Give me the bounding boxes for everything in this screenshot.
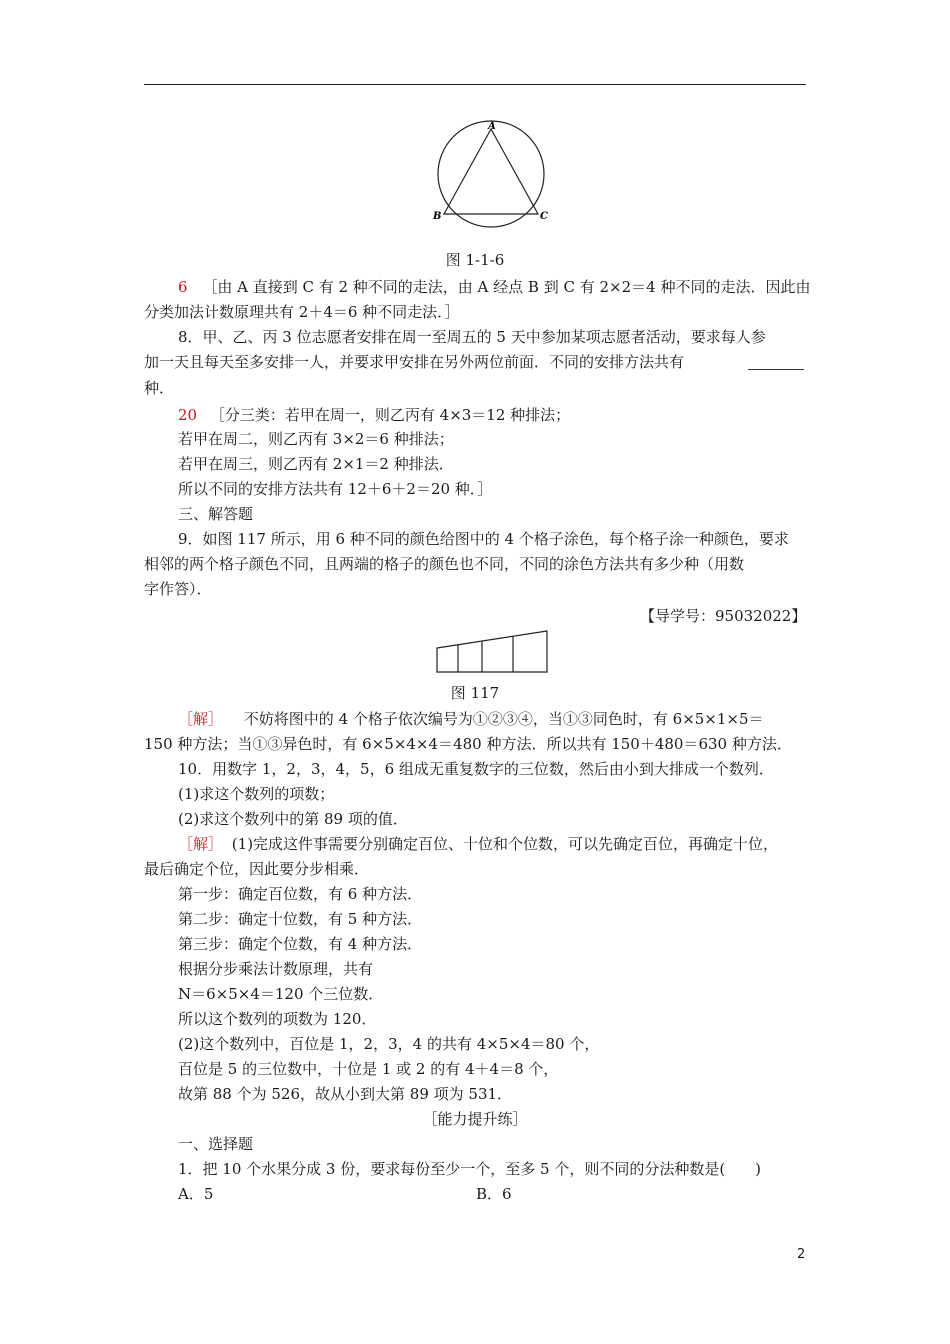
q7-answer-line-1 <box>178 277 810 297</box>
q10-sol-2: 最后确定个位，因此要分步相乘． <box>144 860 370 878</box>
q8-line-3: 种． <box>144 379 175 397</box>
q1-option-b: B．6 <box>476 1185 512 1203</box>
q9-solution-line-1 <box>178 709 764 729</box>
q9-guide-number: 【导学号：95032022】 <box>640 607 807 625</box>
label-c: C <box>540 211 548 222</box>
figure-caption-1-1-6: 图 1-1-6 <box>445 251 505 269</box>
label-b: B <box>433 211 442 222</box>
header-rule <box>144 84 806 85</box>
section-3-title: 三、解答题 <box>178 505 254 523</box>
q10-sol-3: 根据分步乘法计数原理，共有 <box>178 960 374 978</box>
circle-triangle-figure <box>430 118 560 230</box>
q8-sol-3: 若甲在周三，则乙丙有 2×1＝2 种排法． <box>178 455 454 473</box>
q1-line-1: 1．把 10 个水果分成 3 份，要求每份至少一个，至多 5 个，则不同的分法种数是( ) <box>178 1160 762 1178</box>
section-1-title: 一、选择题 <box>178 1135 254 1153</box>
q7-answer: 6 <box>178 278 188 296</box>
q9-line-3: 字作答）． <box>144 580 212 598</box>
q10-sol-6: (2)这个数列中，百位是 1，2，3，4 的共有 4×5×4＝80 个， <box>178 1035 600 1053</box>
figure-caption-117: 图 117 <box>450 684 500 702</box>
label-a: A <box>488 121 496 132</box>
q9-line-2: 相邻的两个格子颜色不同，且两端的格子的颜色也不同，不同的涂色方法共有多少种（用数 <box>144 555 745 573</box>
q10-step-1: 第一步：确定百位数，有 6 种方法． <box>178 885 423 903</box>
q10-sol-tag: ［解］ <box>178 835 224 853</box>
q8-solution-line-1 <box>178 405 570 425</box>
q7-explain-1: ［由 A 直接到 C 有 2 种不同的走法，由 A 经点 B 到 C 有 2×2＝4 种不同的走法．因此由 <box>202 278 811 296</box>
q9-sol-1: 不妨将图中的 4 个格子依次编号为①②③④，当①③同色时，有 6×5×1×5＝ <box>243 710 764 728</box>
q8-sol-2: 若甲在周二，则乙丙有 3×2＝6 种排法； <box>178 430 454 448</box>
q10-step-2: 第二步：确定十位数，有 5 种方法． <box>178 910 423 928</box>
q7-explain-2: 分类加法计数原理共有 2＋4＝6 种不同走法．］ <box>144 303 460 321</box>
q1-option-a: A．5 <box>178 1185 214 1203</box>
q10-step-3: 第三步：确定个位数，有 4 种方法． <box>178 935 423 953</box>
q9-sol-tag: ［解］ <box>178 710 224 728</box>
page-number: 2 <box>797 1247 806 1262</box>
q8-sol-1: ［分三类：若甲在周一，则乙丙有 4×3＝12 种排法； <box>209 406 571 424</box>
q9-sol-2: 150 种方法；当①③异色时，有 6×5×4×4＝480 种方法．所以共有 150＋480＝630 种方法． <box>144 735 792 753</box>
q8-line-1: 8．甲、乙、丙 3 位志愿者安排在周一至周五的 5 天中参加某项志愿者活动，要求每人参 <box>178 328 766 346</box>
four-cell-figure <box>434 628 550 674</box>
q10-sub-1: (1)求这个数列的项数； <box>178 785 335 803</box>
q8-sol-4: 所以不同的安排方法共有 12＋6＋2＝20 种．］ <box>178 480 493 498</box>
q8-answer: 20 <box>178 406 198 424</box>
q8-blank <box>748 369 804 370</box>
q10-solution-line-1 <box>178 834 778 854</box>
q9-line-1: 9．如图 117 所示，用 6 种不同的颜色给图中的 4 个格子涂色，每个格子涂一种颜色，要求 <box>178 530 789 548</box>
q10-line-1: 10．用数字 1，2，3，4，5，6 组成无重复数字的三位数，然后由小到大排成一个数列． <box>178 760 774 778</box>
q10-sol-8: 故第 88 个为 526，故从小到大第 89 项为 531． <box>178 1085 513 1103</box>
q10-sol-7: 百位是 5 的三位数中，十位是 1 或 2 的有 4＋4＝8 个， <box>178 1060 559 1078</box>
q10-sol-1: (1)完成这件事需要分别确定百位、十位和个位数，可以先确定百位，再确定十位， <box>231 835 779 853</box>
q10-sol-4: N＝6×5×4＝120 个三位数． <box>178 985 384 1003</box>
q10-sol-5: 所以这个数列的项数为 120． <box>178 1010 377 1028</box>
q10-sub-2: (2)求这个数列中的第 89 项的值． <box>178 810 408 828</box>
q8-line-2: 加一天且每天至多安排一人，并要求甲安排在另外两位前面．不同的安排方法共有 <box>144 353 685 371</box>
ability-section-title: ［能力提升练］ <box>422 1110 528 1128</box>
